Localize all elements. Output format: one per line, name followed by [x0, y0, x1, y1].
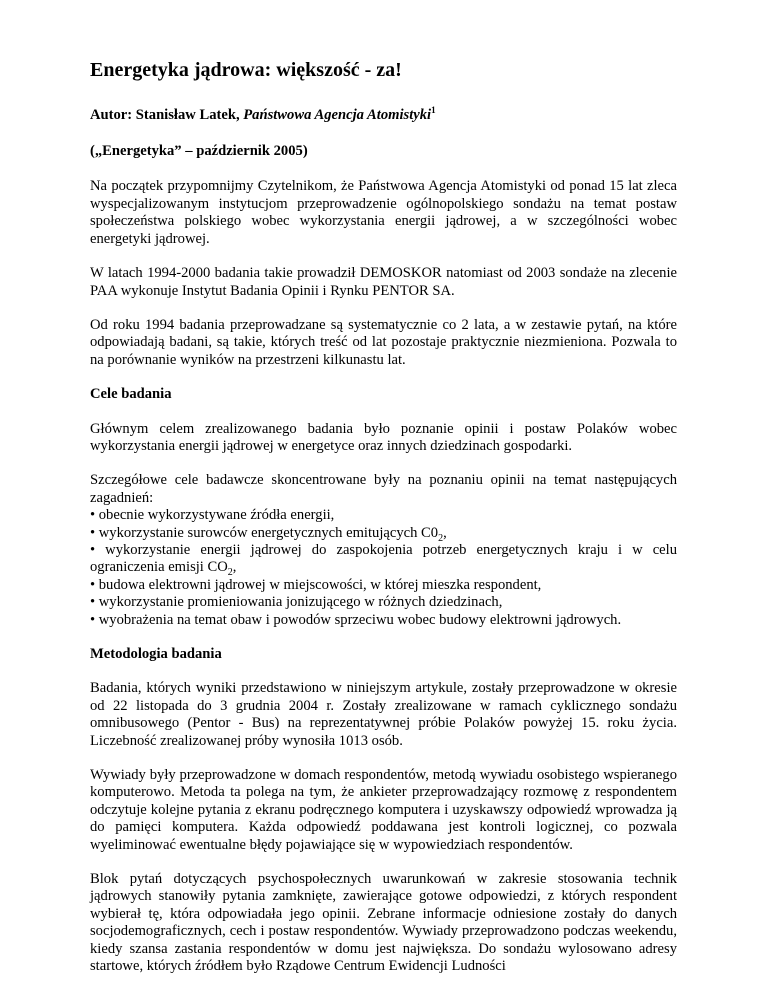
goals-detail-intro: Szczegółowe cele badawcze skoncentrowane były na poznaniu opinii na temat następujących zagadnień: [90, 472, 677, 506]
method-paragraph-2: Wywiady były przeprowadzone w domach respondentów, metodą wywiadu osobistego wspieranego komputerowo. Metoda ta polega na tym, że ankieter przeprowadzający rozmowę z respondentem odczytuje kolejne pytania z ekranu podręcznego komputera i uzyskawszy odpowiedź wprowadza ją do pamięci komputera. Każda odpowiedź poddawana jest kontroli logicznej, co pozwala wyeliminować ewentualne błędy pojawiające się w wypowiedziach respondentów. [90, 767, 677, 853]
intro-paragraph-1: Na początek przypomnijmy Czytelnikom, że Państwowa Agencja Atomistyki od ponad 15 lat zleca wyspecjalizowanym instytucjom przeprowadzenie ogólnopolskiego sondażu na temat postaw społeczeństwa polskiego wobec wykorzystania energii jądrowej, a w szczególności wobec energetyki jądrowej. [90, 178, 677, 247]
article-title: Energetyka jądrowa: większość - za! [90, 59, 402, 81]
author-line [90, 106, 677, 124]
source-line: („Energetyka” – październik 2005) [90, 143, 308, 160]
list-item: • budowa elektrowni jądrowej w miejscowości, w której mieszka respondent, [90, 576, 542, 593]
list-item: • wykorzystanie surowców energetycznych emitujących $C0_2$, [90, 524, 447, 544]
intro-paragraph-2: W latach 1994-2000 badania takie prowadził DEMOSKOR natomiast od 2003 sondaże na zlecenie PAA wykonuje Instytut Badania Opinii i Rynku PENTOR SA. [90, 265, 677, 299]
author-affiliation: Państwowa Agencja Atomistyki [243, 107, 432, 123]
list-item: • obecnie wykorzystywane źródła energii, [90, 507, 335, 524]
author-name: Autor: Stanisław Latek, [90, 107, 244, 123]
list-item: • wykorzystanie energii jądrowej do zaspokojenia potrzeb energetycznych kraju i w celu ograniczenia emisji $CO_2$, [90, 541, 677, 579]
method-paragraph-1: Badania, których wyniki przedstawiono w niniejszym artykule, zostały przeprowadzone w okresie od 22 listopada do 3 grudnia 2004 r. Zostały zrealizowane w ramach cyklicznego sondażu omnibusowego (Pentor - Bus) na reprezentatywnej próbie Polaków powyżej 15. roku życia. Liczebność zrealizowanej próby wynosiła 1013 osób. [90, 680, 677, 749]
goals-detail-block [90, 472, 677, 629]
list-item: • wykorzystanie promieniowania jonizującego w różnych dziedzinach, [90, 594, 503, 611]
method-paragraph-3: Blok pytań dotyczących psychospołecznych uwarunkowań w zakresie stosowania technik jądrowych stanowiły pytania zamknięte, zawierające gotowe odpowiedzi, z których respondent wybierał tę, która odpowiadała jego opinii. Zebrane informacje odniesione zostały do danych socjodemograficznych, cech i postaw respondentów. Wywiady przeprowadzono podczas weekendu, kiedy szansa zastania respondentów w domu jest największa. Do sondażu wylosowano adresy startowe, których źródłem było Rządowe Centrum Ewidencji Ludności [90, 871, 677, 975]
intro-paragraph-3: Od roku 1994 badania przeprowadzane są systematycznie co 2 lata, a w zestawie pytań, na które odpowiadają badani, są takie, których treść od lat pozostaje praktycznie niezmieniona. Pozwala to na porównanie wyników na przestrzeni kilkunastu lat. [90, 316, 677, 368]
section-heading-methodology: Metodologia badania [90, 646, 222, 662]
list-item: • wyobrażenia na temat obaw i powodów sprzeciwu wobec budowy elektrowni jądrowych. [90, 611, 622, 628]
goals-main-paragraph: Głównym celem zrealizowanego badania było poznanie opinii i postaw Polaków wobec wykorzystania energii jądrowej w energetyce oraz innych dziedzinach gospodarki. [90, 420, 677, 454]
footnote-mark: 1 [431, 105, 436, 116]
article [90, 58, 677, 993]
section-heading-goals: Cele badania [90, 386, 172, 403]
